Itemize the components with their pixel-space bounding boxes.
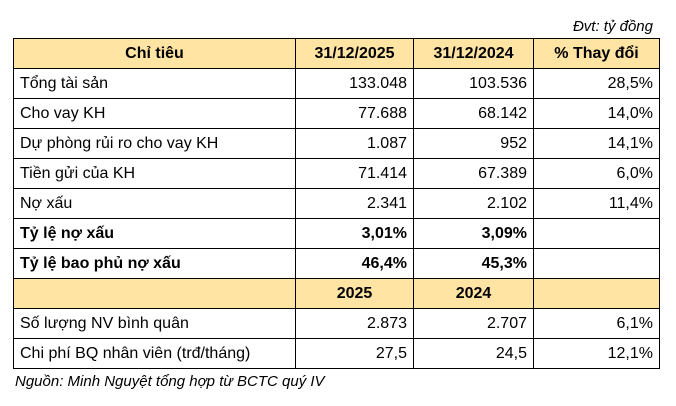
subheader-2024: 2024 xyxy=(414,279,534,309)
header-indicator: Chỉ tiêu xyxy=(14,39,296,69)
value-2025: 133.048 xyxy=(296,69,414,99)
value-change: 12,1% xyxy=(534,339,660,369)
row-label: Tiền gửi của KH xyxy=(14,159,296,189)
value-2025: 2.341 xyxy=(296,189,414,219)
value-2025: 71.414 xyxy=(296,159,414,189)
table-subheader-row xyxy=(14,279,660,309)
row-label: Nợ xấu xyxy=(14,189,296,219)
unit-note: Đvt: tỷ đồng xyxy=(572,18,653,35)
table-row xyxy=(14,129,660,159)
subheader-empty xyxy=(534,279,660,309)
subheader-empty xyxy=(14,279,296,309)
value-2024: 2.102 xyxy=(414,189,534,219)
header-2024: 31/12/2024 xyxy=(414,39,534,69)
table-row xyxy=(14,69,660,99)
value-2024: 103.536 xyxy=(414,69,534,99)
value-2025: 1.087 xyxy=(296,129,414,159)
table-row xyxy=(14,189,660,219)
value-2024: 68.142 xyxy=(414,99,534,129)
row-label: Tỷ lệ bao phủ nợ xấu xyxy=(14,249,296,279)
value-2025: 27,5 xyxy=(296,339,414,369)
table-row xyxy=(14,249,660,279)
value-change: 11,4% xyxy=(534,189,660,219)
financial-table xyxy=(13,38,660,369)
value-change: 6,1% xyxy=(534,309,660,339)
value-2024: 67.389 xyxy=(414,159,534,189)
value-change: 14,0% xyxy=(534,99,660,129)
row-label: Tỷ lệ nợ xấu xyxy=(14,219,296,249)
table-row xyxy=(14,309,660,339)
value-2025: 77.688 xyxy=(296,99,414,129)
table-row xyxy=(14,99,660,129)
value-change xyxy=(534,219,660,249)
value-change: 14,1% xyxy=(534,129,660,159)
value-2025: 3,01% xyxy=(296,219,414,249)
source-note: Nguồn: Minh Nguyệt tổng hợp từ BCTC quý IV xyxy=(15,373,325,390)
header-change: % Thay đổi xyxy=(534,39,660,69)
row-label: Chi phí BQ nhân viên (trđ/tháng) xyxy=(14,339,296,369)
row-label: Dự phòng rủi ro cho vay KH xyxy=(14,129,296,159)
value-2024: 45,3% xyxy=(414,249,534,279)
value-change: 28,5% xyxy=(534,69,660,99)
table-row xyxy=(14,219,660,249)
value-2024: 3,09% xyxy=(414,219,534,249)
subheader-2025: 2025 xyxy=(296,279,414,309)
row-label: Số lượng NV bình quân xyxy=(14,309,296,339)
value-change: 6,0% xyxy=(534,159,660,189)
table-row xyxy=(14,339,660,369)
row-label: Cho vay KH xyxy=(14,99,296,129)
table-header-row xyxy=(14,39,660,69)
row-label: Tổng tài sản xyxy=(14,69,296,99)
value-2025: 46,4% xyxy=(296,249,414,279)
header-2025: 31/12/2025 xyxy=(296,39,414,69)
table-row xyxy=(14,159,660,189)
value-2024: 952 xyxy=(414,129,534,159)
value-2024: 24,5 xyxy=(414,339,534,369)
value-2025: 2.873 xyxy=(296,309,414,339)
value-change xyxy=(534,249,660,279)
value-2024: 2.707 xyxy=(414,309,534,339)
